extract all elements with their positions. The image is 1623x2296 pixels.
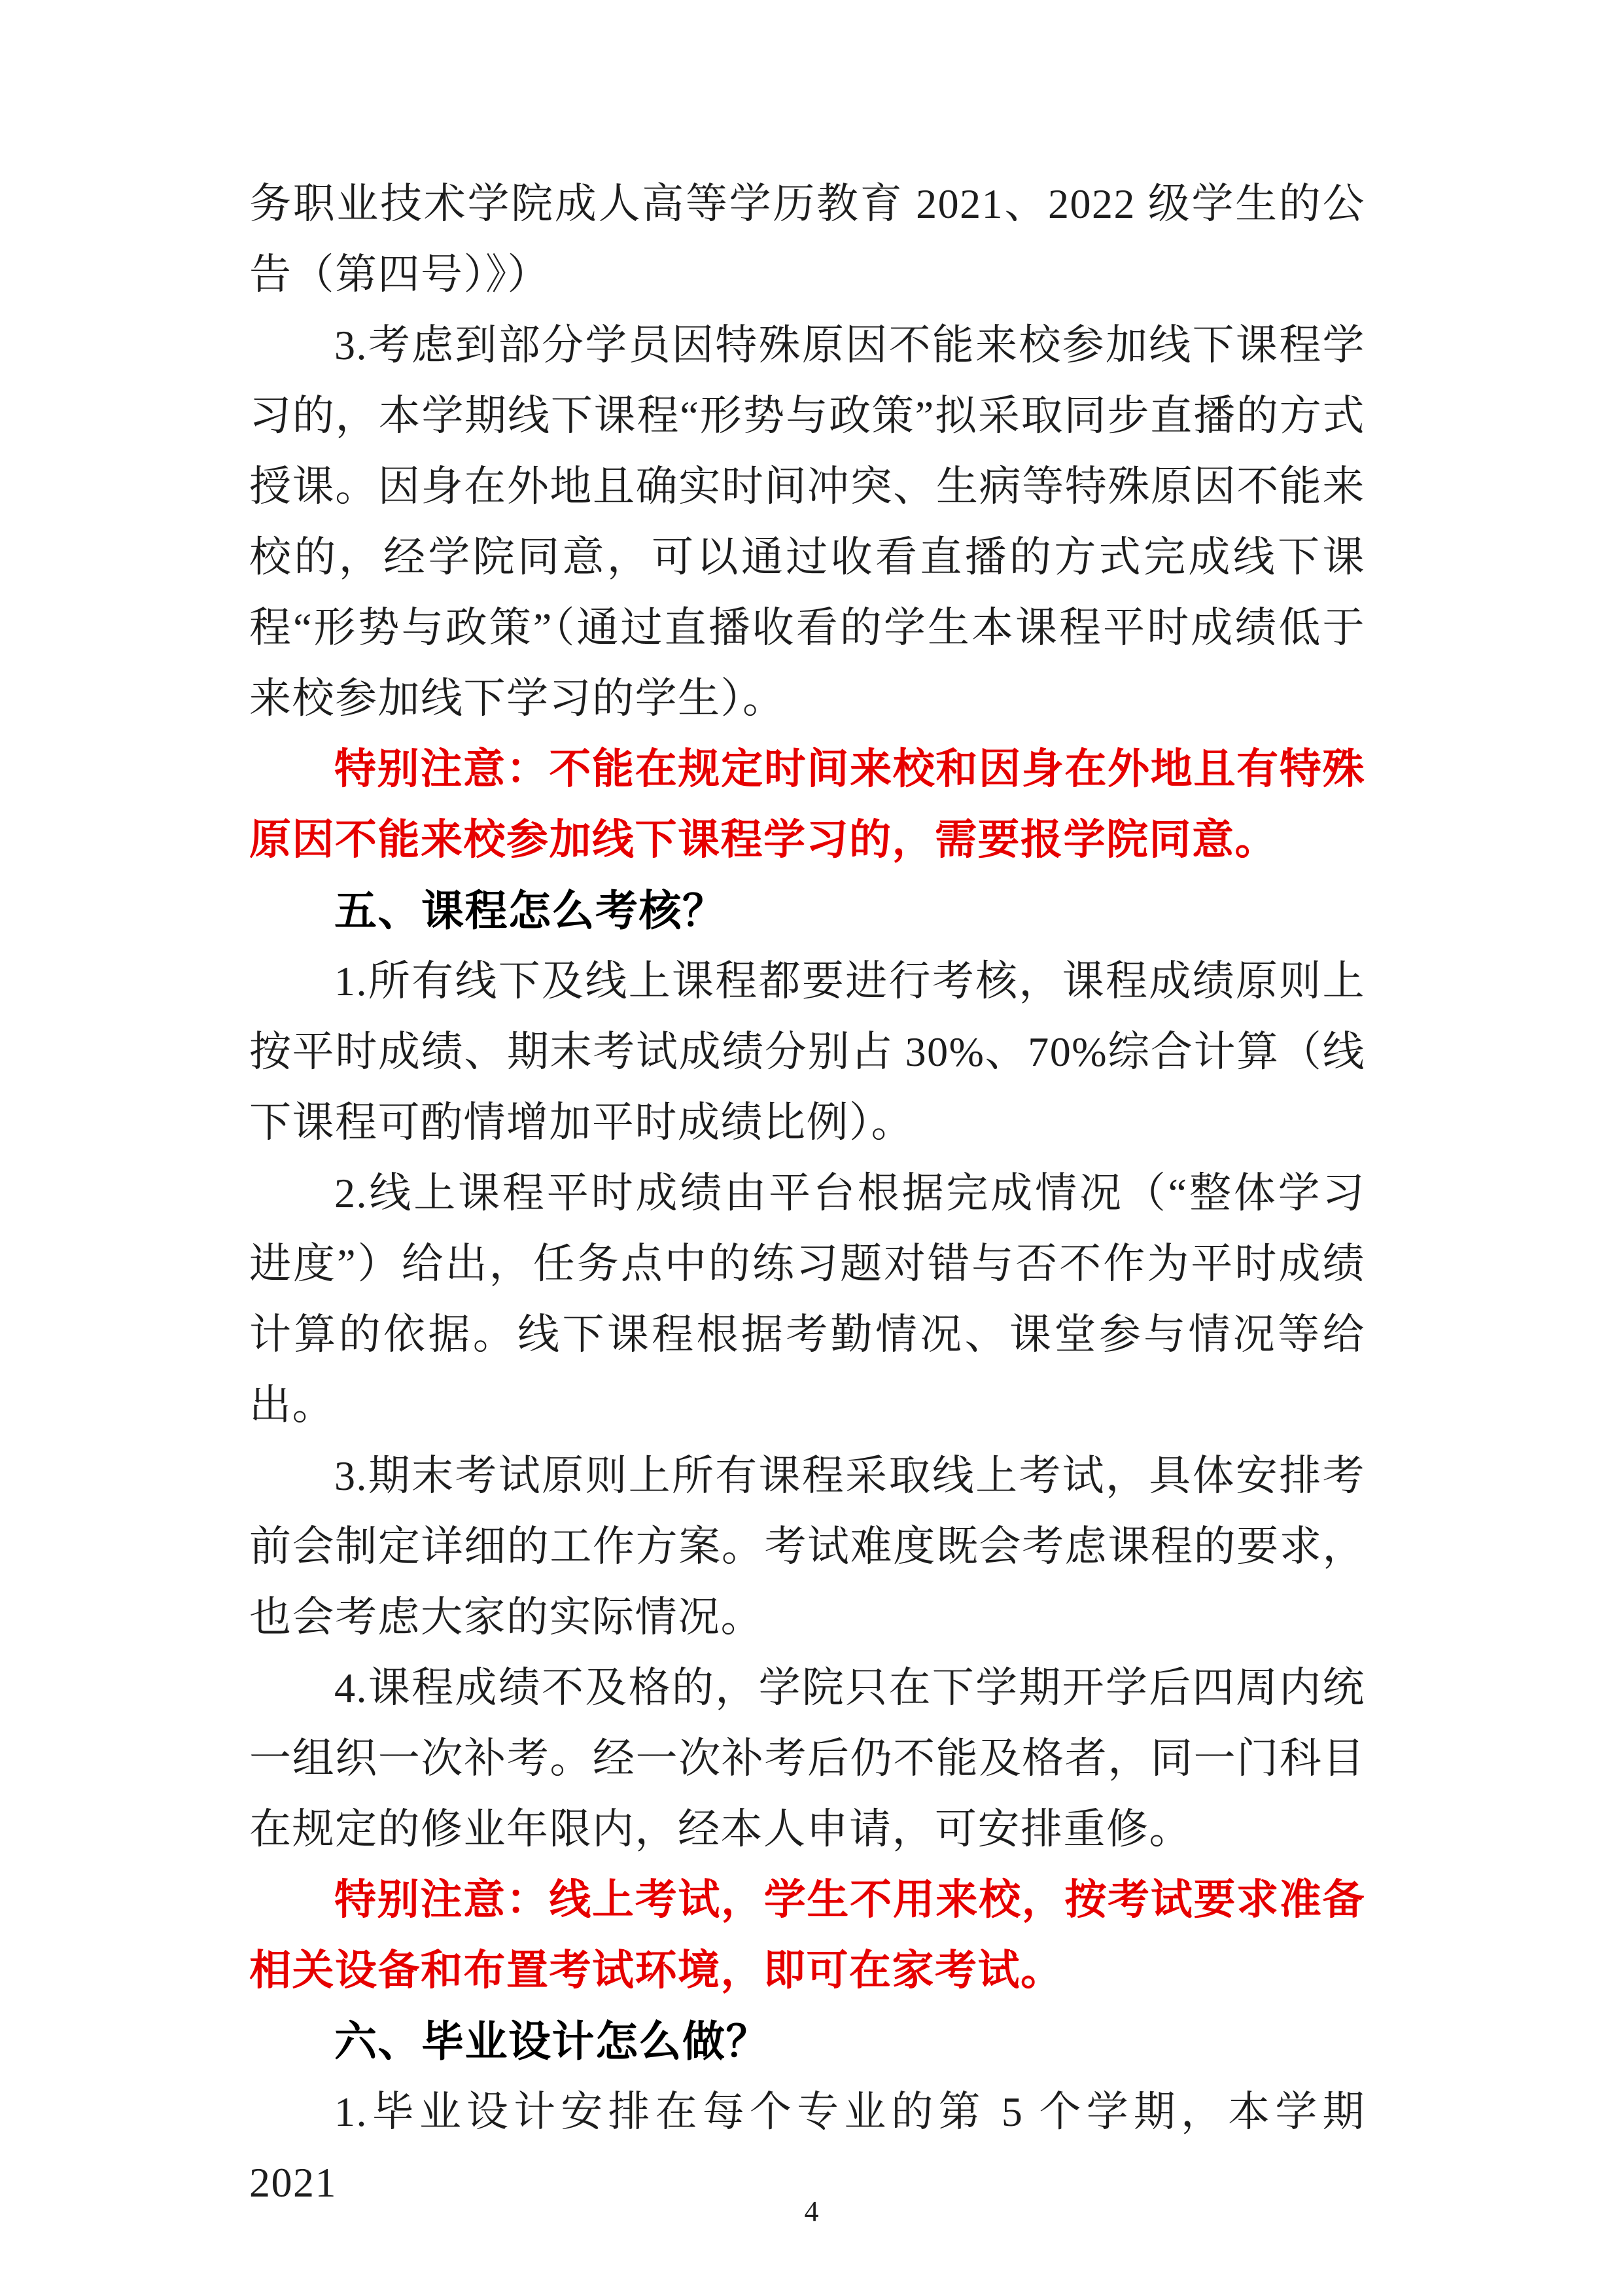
paragraph-assessment-1: 1.所有线下及线上课程都要进行考核，课程成绩原则上按平时成绩、期末考试成绩分别占 30%、70%综合计算（线下课程可酌情增加平时成绩比例）。	[249, 958, 1365, 1146]
paragraph-item-3-live-stream: 3.考虑到部分学员因特殊原因不能来校参加线下课程学习的，本学期线下课程“形势与政策”拟采取同步直播的方式授课。因身在外地且确实时间冲突、生病等特殊原因不能来校的，经学院同意，可以通过收看直播的方式完成线下课程“形势与政策”（通过直播收看的学生本课程平时成绩低于来校参加线下学习的学生）。	[249, 322, 1365, 722]
section-heading-6-graduation-design: 六、毕业设计怎么做？	[334, 2017, 770, 2065]
paragraph-assessment-4: 4.课程成绩不及格的，学院只在下学期开学后四周内统一组织一次补考。经一次补考后仍不能及格者，同一门科目在规定的修业年限内，经本人申请，可安排重修。	[249, 1665, 1365, 1852]
special-notice-offline-courses: 特别注意：不能在规定时间来校和因身在外地且有特殊原因不能来校参加线下课程学习的，需要报学院同意。	[249, 746, 1365, 863]
section-heading-5-assessment: 五、课程怎么考核？	[334, 887, 726, 934]
paragraph-assessment-2: 2.线上课程平时成绩由平台根据完成情况（“整体学习进度”）给出，任务点中的练习题对错与否不作为平时成绩计算的依据。线下课程根据考勤情况、课堂参与情况等给出。	[249, 1170, 1365, 1428]
special-notice-online-exam: 特别注意：线上考试，学生不用来校，按考试要求准备相关设备和布置考试环境，即可在家考试。	[249, 1877, 1365, 1994]
paragraph-continuation: 务职业技术学院成人高等学历教育 2021、2022 级学生的公告（第四号）》）	[249, 181, 1365, 298]
paragraph-assessment-3: 3.期末考试原则上所有课程采取线上考试，具体安排考前会制定详细的工作方案。考试难度既会考虑课程的要求，也会考虑大家的实际情况。	[249, 1453, 1365, 1640]
page-number: 4	[804, 2195, 819, 2227]
document-body	[249, 169, 1365, 2218]
paragraph-graduation-design-1: 1.毕业设计安排在每个专业的第 5 个学期，本学期 2021	[249, 2089, 1365, 2206]
